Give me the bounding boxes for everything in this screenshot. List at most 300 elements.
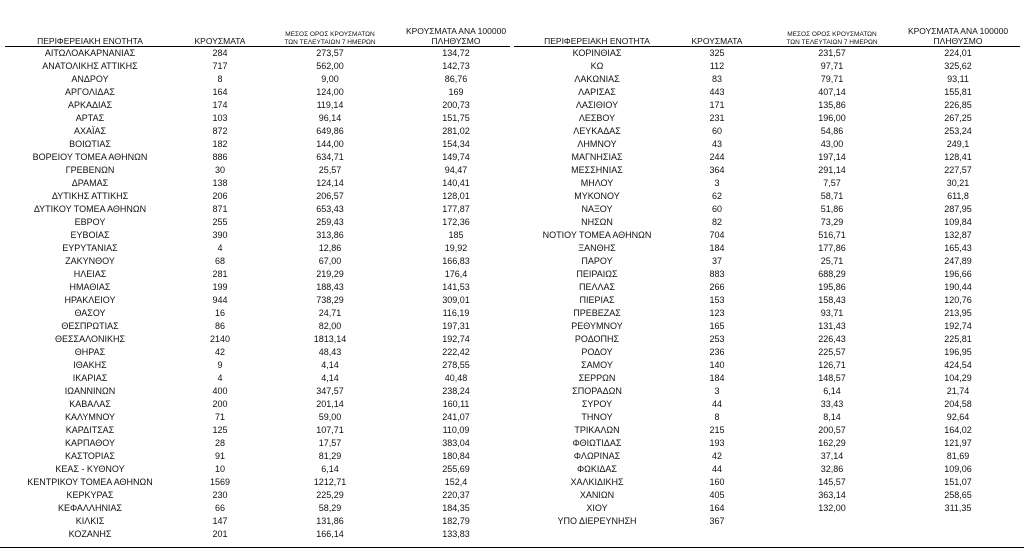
cell-avg7: 131,86 bbox=[316, 516, 344, 526]
cell-per100k: 121,97 bbox=[944, 438, 972, 448]
cell-per100k: 249,1 bbox=[946, 139, 970, 149]
cell-cases: 717 bbox=[212, 61, 228, 71]
table-row bbox=[512, 398, 1024, 411]
cell-cases: 171 bbox=[709, 100, 725, 110]
cell-cases: 10 bbox=[214, 464, 225, 474]
cell-cases: 364 bbox=[709, 165, 725, 175]
cell-avg7: 166,14 bbox=[316, 529, 344, 539]
table-row bbox=[512, 450, 1024, 463]
cell-per100k: 611,8 bbox=[947, 191, 969, 201]
cell-region: ΚΩ bbox=[590, 61, 604, 71]
cell-cases: 91 bbox=[214, 451, 225, 461]
cell-per100k: 220,37 bbox=[442, 490, 470, 500]
cell-avg7: 516,71 bbox=[818, 230, 846, 240]
cell-region: ΕΥΒΟΙΑΣ bbox=[70, 230, 110, 240]
cell-region: ΑΧΑΪΑΣ bbox=[73, 126, 107, 136]
cell-avg7: 148,57 bbox=[818, 373, 846, 383]
cell-region: ΦΘΙΩΤΙΔΑΣ bbox=[572, 438, 622, 448]
cell-avg7: 6,14 bbox=[321, 464, 339, 474]
cell-per100k: 253,24 bbox=[944, 126, 972, 136]
table-row bbox=[0, 86, 512, 99]
cell-avg7: 200,57 bbox=[818, 425, 846, 435]
table-row bbox=[0, 528, 512, 541]
cell-region: ΛΗΜΝΟΥ bbox=[577, 139, 617, 149]
cell-per100k: 134,72 bbox=[442, 48, 470, 58]
cell-per100k: 180,84 bbox=[442, 451, 470, 461]
cell-region: ΚΑΡΔΙΤΣΑΣ bbox=[65, 425, 115, 435]
table-row bbox=[512, 346, 1024, 359]
cell-region: ΡΕΘΥΜΝΟΥ bbox=[571, 321, 623, 331]
cell-cases: 164 bbox=[709, 503, 725, 513]
table-row bbox=[512, 476, 1024, 489]
cell-per100k: 227,57 bbox=[944, 165, 972, 175]
cell-region: ΓΡΕΒΕΝΩΝ bbox=[65, 165, 115, 175]
cell-per100k: 204,58 bbox=[944, 399, 972, 409]
table-row bbox=[512, 294, 1024, 307]
cell-region: ΚΙΛΚΙΣ bbox=[75, 516, 105, 526]
cell-cases: 123 bbox=[709, 308, 725, 318]
table-row bbox=[512, 255, 1024, 268]
cell-region: ΠΡΕΒΕΖΑΣ bbox=[573, 308, 621, 318]
cell-cases: 4 bbox=[217, 243, 223, 253]
cell-cases: 9 bbox=[217, 360, 223, 370]
table-row bbox=[0, 437, 512, 450]
cell-region: ΧΙΟΥ bbox=[586, 503, 608, 513]
table-row bbox=[0, 372, 512, 385]
cell-cases: 266 bbox=[709, 282, 725, 292]
cell-per100k: 224,01 bbox=[944, 48, 972, 58]
cell-per100k: 109,84 bbox=[944, 217, 972, 227]
table-row bbox=[0, 320, 512, 333]
cell-per100k: 238,24 bbox=[442, 386, 470, 396]
cell-avg7: 7,57 bbox=[823, 178, 841, 188]
cell-per100k: 92,64 bbox=[946, 412, 970, 422]
cell-cases: 44 bbox=[711, 464, 722, 474]
cell-per100k: 140,41 bbox=[442, 178, 470, 188]
cell-region: ΡΟΔΟΠΗΣ bbox=[574, 334, 620, 344]
cell-cases: 30 bbox=[214, 165, 225, 175]
cell-per100k: 142,73 bbox=[442, 61, 470, 71]
cell-per100k: 165,43 bbox=[944, 243, 972, 253]
cell-region: ΙΘΑΚΗΣ bbox=[73, 360, 107, 370]
table-row bbox=[0, 112, 512, 125]
cell-avg7: 291,14 bbox=[818, 165, 846, 175]
cell-per100k: 190,44 bbox=[944, 282, 972, 292]
cell-per100k: 141,53 bbox=[442, 282, 470, 292]
header-avg7-line2: ΤΩΝ ΤΕΛΕΥΤΑΙΩΝ 7 ΗΜΕΡΩΝ bbox=[284, 38, 376, 46]
cell-region: ΘΗΡΑΣ bbox=[74, 347, 106, 357]
cell-cases: 236 bbox=[709, 347, 725, 357]
cell-cases: 86 bbox=[214, 321, 225, 331]
cell-per100k: 255,69 bbox=[442, 464, 470, 474]
cell-avg7: 347,57 bbox=[316, 386, 344, 396]
cell-region: ΧΑΛΚΙΔΙΚΗΣ bbox=[570, 477, 624, 487]
cell-per100k: 185 bbox=[448, 230, 464, 240]
cell-region: ΝΟΤΙΟΥ ΤΟΜΕΑ ΑΘΗΝΩΝ bbox=[542, 230, 652, 240]
right-rows bbox=[512, 47, 1024, 528]
cell-avg7: 313,86 bbox=[316, 230, 344, 240]
cell-avg7: 96,14 bbox=[318, 113, 342, 123]
cell-avg7: 33,43 bbox=[820, 399, 844, 409]
cell-per100k: 311,35 bbox=[944, 503, 972, 513]
table-row bbox=[512, 424, 1024, 437]
cell-region: ΔΡΑΜΑΣ bbox=[71, 178, 109, 188]
cell-cases: 253 bbox=[709, 334, 725, 344]
cell-avg7: 4,14 bbox=[321, 373, 339, 383]
cell-cases: 872 bbox=[212, 126, 228, 136]
cell-avg7: 24,71 bbox=[318, 308, 342, 318]
table-row bbox=[512, 320, 1024, 333]
table-row bbox=[0, 242, 512, 255]
cell-cases: 112 bbox=[709, 61, 725, 71]
table-row bbox=[0, 281, 512, 294]
header-per100k-line2: ΠΛΗΘΥΣΜΟ bbox=[933, 36, 983, 46]
cell-cases: 125 bbox=[212, 425, 228, 435]
table-row bbox=[512, 333, 1024, 346]
table-row bbox=[0, 268, 512, 281]
cell-per100k: 213,95 bbox=[944, 308, 972, 318]
table-row bbox=[512, 372, 1024, 385]
left-table-header bbox=[0, 18, 512, 46]
cell-region: ΜΥΚΟΝΟΥ bbox=[574, 191, 620, 201]
cell-region: ΛΕΣΒΟΥ bbox=[578, 113, 616, 123]
header-cases: ΚΡΟΥΣΜΑΤΑ bbox=[691, 36, 743, 46]
table-row bbox=[0, 203, 512, 216]
cell-cases: 165 bbox=[709, 321, 725, 331]
cell-region: ΥΠΟ ΔΙΕΡΕΥΝΗΣΗ bbox=[557, 516, 637, 526]
cell-cases: 62 bbox=[711, 191, 722, 201]
cell-region: ΒΟΙΩΤΙΑΣ bbox=[69, 139, 111, 149]
cell-avg7: 195,86 bbox=[818, 282, 846, 292]
cell-avg7: 1212,71 bbox=[313, 477, 347, 487]
table-row bbox=[512, 437, 1024, 450]
cell-avg7: 219,29 bbox=[316, 269, 344, 279]
table-row bbox=[512, 99, 1024, 112]
header-region: ΠΕΡΙΦΕΡΕΙΑΚΗ ΕΝΟΤΗΤΑ bbox=[544, 36, 650, 46]
cell-avg7: 51,86 bbox=[820, 204, 844, 214]
table-row bbox=[512, 411, 1024, 424]
cell-cases: 44 bbox=[711, 399, 722, 409]
cell-avg7: 124,00 bbox=[316, 87, 344, 97]
cell-per100k: 132,87 bbox=[944, 230, 972, 240]
cell-region: ΕΥΡΥΤΑΝΙΑΣ bbox=[62, 243, 118, 253]
table-row bbox=[0, 177, 512, 190]
cell-per100k: 278,55 bbox=[442, 360, 470, 370]
cell-region: ΘΑΣΟΥ bbox=[74, 308, 106, 318]
cell-cases: 443 bbox=[709, 87, 725, 97]
cell-region: ΠΕΛΛΑΣ bbox=[578, 282, 616, 292]
cell-region: ΤΗΝΟΥ bbox=[581, 412, 613, 422]
cell-cases: 103 bbox=[212, 113, 228, 123]
cell-cases: 201 bbox=[212, 529, 228, 539]
cell-avg7: 48,43 bbox=[318, 347, 342, 357]
cell-avg7: 126,71 bbox=[818, 360, 846, 370]
cell-cases: 138 bbox=[212, 178, 228, 188]
cell-per100k: 196,66 bbox=[944, 269, 972, 279]
cell-avg7: 206,57 bbox=[316, 191, 344, 201]
header-avg7-line1: ΜΕΣΟΣ ΟΡΟΣ ΚΡΟΥΣΜΑΤΩΝ bbox=[787, 31, 877, 38]
table-row bbox=[512, 307, 1024, 320]
cell-cases: 140 bbox=[709, 360, 725, 370]
cell-region: ΠΙΕΡΙΑΣ bbox=[579, 295, 615, 305]
cell-per100k: 154,34 bbox=[442, 139, 470, 149]
table-row bbox=[0, 190, 512, 203]
table-row bbox=[0, 476, 512, 489]
table-row bbox=[0, 294, 512, 307]
cell-region: ΡΟΔΟΥ bbox=[581, 347, 613, 357]
cell-cases: 281 bbox=[212, 269, 228, 279]
cell-cases: 71 bbox=[214, 412, 225, 422]
cell-avg7: 225,57 bbox=[818, 347, 846, 357]
cell-region: ΑΡΚΑΔΙΑΣ bbox=[67, 100, 113, 110]
table-row bbox=[0, 47, 512, 60]
table-row bbox=[0, 502, 512, 515]
cell-per100k: 110,09 bbox=[442, 425, 470, 435]
table-row bbox=[512, 489, 1024, 502]
table-row bbox=[512, 229, 1024, 242]
cell-per100k: 182,79 bbox=[442, 516, 470, 526]
table-row bbox=[0, 463, 512, 476]
cell-avg7: 188,43 bbox=[316, 282, 344, 292]
cell-region: ΦΩΚΙΔΑΣ bbox=[577, 464, 617, 474]
cell-avg7: 4,14 bbox=[321, 360, 339, 370]
table-row bbox=[0, 229, 512, 242]
cell-region: ΚΑΣΤΟΡΙΑΣ bbox=[65, 451, 115, 461]
cell-region: ΜΑΓΝΗΣΙΑΣ bbox=[571, 152, 623, 162]
cell-cases: 199 bbox=[212, 282, 228, 292]
cell-region: ΗΡΑΚΛΕΙΟΥ bbox=[64, 295, 116, 305]
cell-region: ΑΡΓΟΛΙΔΑΣ bbox=[65, 87, 115, 97]
header-per100k bbox=[400, 26, 512, 46]
table-row bbox=[0, 424, 512, 437]
cell-cases: 28 bbox=[214, 438, 225, 448]
cell-per100k: 309,01 bbox=[442, 295, 470, 305]
cell-cases: 37 bbox=[711, 256, 722, 266]
cell-avg7: 653,43 bbox=[316, 204, 344, 214]
table-row bbox=[512, 60, 1024, 73]
header-per100k-line2: ΠΛΗΘΥΣΜΟ bbox=[431, 36, 481, 46]
table-row bbox=[512, 385, 1024, 398]
cell-avg7: 93,71 bbox=[820, 308, 844, 318]
cell-per100k: 128,41 bbox=[944, 152, 972, 162]
cell-cases: 367 bbox=[709, 516, 725, 526]
cell-avg7: 54,86 bbox=[820, 126, 844, 136]
cell-avg7: 82,00 bbox=[318, 321, 342, 331]
table-row bbox=[512, 151, 1024, 164]
cell-region: ΚΑΡΠΑΘΟΥ bbox=[64, 438, 116, 448]
cell-per100k: 192,74 bbox=[442, 334, 470, 344]
cell-region: ΣΠΟΡΑΔΩΝ bbox=[572, 386, 622, 396]
cell-avg7: 73,29 bbox=[820, 217, 844, 227]
cell-region: ΣΥΡΟΥ bbox=[581, 399, 613, 409]
table-row bbox=[512, 125, 1024, 138]
cell-per100k: 196,95 bbox=[944, 347, 972, 357]
cell-region: ΜΗΛΟΥ bbox=[580, 178, 614, 188]
cell-region: ΘΕΣΣΑΛΟΝΙΚΗΣ bbox=[54, 334, 126, 344]
cell-region: ΗΛΕΙΑΣ bbox=[73, 269, 107, 279]
cell-avg7: 273,57 bbox=[316, 48, 344, 58]
cell-cases: 60 bbox=[711, 126, 722, 136]
table-row bbox=[0, 307, 512, 320]
cell-cases: 230 bbox=[212, 490, 228, 500]
right-table-header bbox=[512, 18, 1024, 46]
cell-per100k: 104,29 bbox=[944, 373, 972, 383]
table-row bbox=[512, 216, 1024, 229]
cell-per100k: 93,11 bbox=[947, 74, 969, 84]
cell-cases: 390 bbox=[212, 230, 228, 240]
cell-avg7: 32,86 bbox=[820, 464, 844, 474]
table-row bbox=[0, 60, 512, 73]
cell-per100k: 128,01 bbox=[442, 191, 470, 201]
cell-region: ΛΑΣΙΘΙΟΥ bbox=[575, 100, 619, 110]
cell-region: ΚΕΦΑΛΛΗΝΙΑΣ bbox=[57, 503, 123, 513]
cell-region: ΕΒΡΟΥ bbox=[74, 217, 106, 227]
cell-per100k: 151,75 bbox=[442, 113, 470, 123]
table-row bbox=[512, 138, 1024, 151]
table-row bbox=[0, 138, 512, 151]
cell-per100k: 267,25 bbox=[944, 113, 972, 123]
cell-per100k: 192,74 bbox=[944, 321, 972, 331]
cell-avg7: 649,86 bbox=[316, 126, 344, 136]
cell-per100k: 258,65 bbox=[944, 490, 972, 500]
cell-region: ΚΟΡΙΝΘΙΑΣ bbox=[572, 48, 622, 58]
cell-cases: 66 bbox=[214, 503, 225, 513]
cell-region: ΦΛΩΡΙΝΑΣ bbox=[573, 451, 621, 461]
cell-per100k: 200,73 bbox=[442, 100, 470, 110]
cell-cases: 886 bbox=[212, 152, 228, 162]
cell-cases: 68 bbox=[214, 256, 225, 266]
cell-cases: 43 bbox=[711, 139, 722, 149]
cell-region: ΙΩΑΝΝΙΝΩΝ bbox=[64, 386, 116, 396]
table-row bbox=[512, 515, 1024, 528]
cell-per100k: 169 bbox=[448, 87, 464, 97]
cell-avg7: 37,14 bbox=[820, 451, 844, 461]
table-row bbox=[512, 86, 1024, 99]
table-row bbox=[0, 346, 512, 359]
cell-avg7: 81,29 bbox=[318, 451, 342, 461]
cell-cases: 4 bbox=[217, 373, 223, 383]
cell-cases: 193 bbox=[709, 438, 725, 448]
cell-cases: 944 bbox=[212, 295, 228, 305]
cell-avg7: 144,00 bbox=[316, 139, 344, 149]
cell-region: ΑΙΤΩΛΟΑΚΑΡΝΑΝΙΑΣ bbox=[44, 48, 136, 58]
table-row bbox=[0, 359, 512, 372]
cell-region: ΣΑΜΟΥ bbox=[581, 360, 613, 370]
cell-per100k: 166,83 bbox=[442, 256, 470, 266]
cell-avg7: 231,57 bbox=[818, 48, 846, 58]
cell-cases: 153 bbox=[709, 295, 725, 305]
table-row bbox=[512, 268, 1024, 281]
cell-avg7: 17,57 bbox=[318, 438, 342, 448]
cell-region: ΝΗΣΩΝ bbox=[581, 217, 613, 227]
cell-avg7: 158,43 bbox=[818, 295, 846, 305]
cell-per100k: 133,83 bbox=[442, 529, 470, 539]
cell-region: ΑΝΔΡΟΥ bbox=[71, 74, 109, 84]
cell-cases: 206 bbox=[212, 191, 228, 201]
cell-region: ΒΟΡΕΙΟΥ ΤΟΜΕΑ ΑΘΗΝΩΝ bbox=[32, 152, 148, 162]
cell-cases: 174 bbox=[212, 100, 228, 110]
cell-region: ΜΕΣΣΗΝΙΑΣ bbox=[571, 165, 623, 175]
table-row bbox=[0, 151, 512, 164]
cell-avg7: 201,14 bbox=[316, 399, 344, 409]
table-row bbox=[0, 398, 512, 411]
cell-region: ΠΕΙΡΑΙΩΣ bbox=[576, 269, 618, 279]
cell-per100k: 152,4 bbox=[444, 477, 468, 487]
cell-cases: 200 bbox=[212, 399, 228, 409]
cell-region: ΔΥΤΙΚΗΣ ΑΤΤΙΚΗΣ bbox=[51, 191, 129, 201]
cell-region: ΝΑΞΟΥ bbox=[581, 204, 613, 214]
table-row bbox=[0, 450, 512, 463]
cell-region: ΑΝΑΤΟΛΙΚΗΣ ΑΤΤΙΚΗΣ bbox=[42, 61, 138, 71]
cell-per100k: 226,85 bbox=[944, 100, 972, 110]
cell-avg7: 124,14 bbox=[316, 178, 344, 188]
cell-per100k: 287,95 bbox=[944, 204, 972, 214]
cell-per100k: 225,81 bbox=[944, 334, 972, 344]
cell-per100k: 116,19 bbox=[442, 308, 470, 318]
cell-per100k: 81,69 bbox=[946, 451, 970, 461]
cell-avg7: 97,71 bbox=[820, 61, 844, 71]
table-row bbox=[0, 255, 512, 268]
table-row bbox=[512, 502, 1024, 515]
table-row bbox=[512, 164, 1024, 177]
table-row bbox=[512, 73, 1024, 86]
header-region: ΠΕΡΙΦΕΡΕΙΑΚΗ ΕΝΟΤΗΤΑ bbox=[37, 36, 143, 46]
cell-cases: 147 bbox=[212, 516, 228, 526]
cell-cases: 83 bbox=[711, 74, 722, 84]
cell-cases: 60 bbox=[711, 204, 722, 214]
cell-avg7: 634,71 bbox=[316, 152, 344, 162]
cell-cases: 82 bbox=[711, 217, 722, 227]
cell-avg7: 1813,14 bbox=[313, 334, 347, 344]
cell-per100k: 184,35 bbox=[442, 503, 470, 513]
table-row bbox=[0, 125, 512, 138]
cell-per100k: 247,89 bbox=[944, 256, 972, 266]
cell-per100k: 241,07 bbox=[442, 412, 470, 422]
table-row bbox=[0, 411, 512, 424]
cell-region: ΖΑΚΥΝΘΟΥ bbox=[65, 256, 115, 266]
cell-per100k: 94,47 bbox=[444, 165, 468, 175]
cell-cases: 400 bbox=[212, 386, 228, 396]
cell-region: ΛΑΡΙΣΑΣ bbox=[578, 87, 616, 97]
cell-avg7: 43,00 bbox=[820, 139, 844, 149]
cell-region: ΚΟΖΑΝΗΣ bbox=[68, 529, 112, 539]
cell-avg7: 9,00 bbox=[321, 74, 339, 84]
table-row bbox=[512, 242, 1024, 255]
table-row bbox=[0, 515, 512, 528]
cell-region: ΙΚΑΡΙΑΣ bbox=[72, 373, 108, 383]
cell-per100k: 151,07 bbox=[944, 477, 972, 487]
cell-avg7: 688,29 bbox=[818, 269, 846, 279]
cell-region: ΔΥΤΙΚΟΥ ΤΟΜΕΑ ΑΘΗΝΩΝ bbox=[33, 204, 147, 214]
cell-per100k: 149,74 bbox=[442, 152, 470, 162]
header-avg7 bbox=[270, 31, 390, 46]
cell-avg7: 225,29 bbox=[316, 490, 344, 500]
cell-per100k: 325,62 bbox=[944, 61, 972, 71]
cell-avg7: 6,14 bbox=[823, 386, 841, 396]
table-row bbox=[512, 463, 1024, 476]
cell-region: ΤΡΙΚΑΛΩΝ bbox=[574, 425, 620, 435]
header-avg7-line1: ΜΕΣΟΣ ΟΡΟΣ ΚΡΟΥΣΜΑΤΩΝ bbox=[285, 31, 375, 38]
cell-cases: 871 bbox=[212, 204, 228, 214]
cell-avg7: 407,14 bbox=[818, 87, 846, 97]
cell-cases: 2140 bbox=[209, 334, 231, 344]
cell-per100k: 155,81 bbox=[944, 87, 972, 97]
cell-avg7: 25,57 bbox=[318, 165, 342, 175]
cell-per100k: 160,11 bbox=[442, 399, 470, 409]
cell-region: ΘΕΣΠΡΩΤΙΑΣ bbox=[61, 321, 119, 331]
cell-avg7: 67,00 bbox=[318, 256, 342, 266]
cell-cases: 42 bbox=[214, 347, 225, 357]
